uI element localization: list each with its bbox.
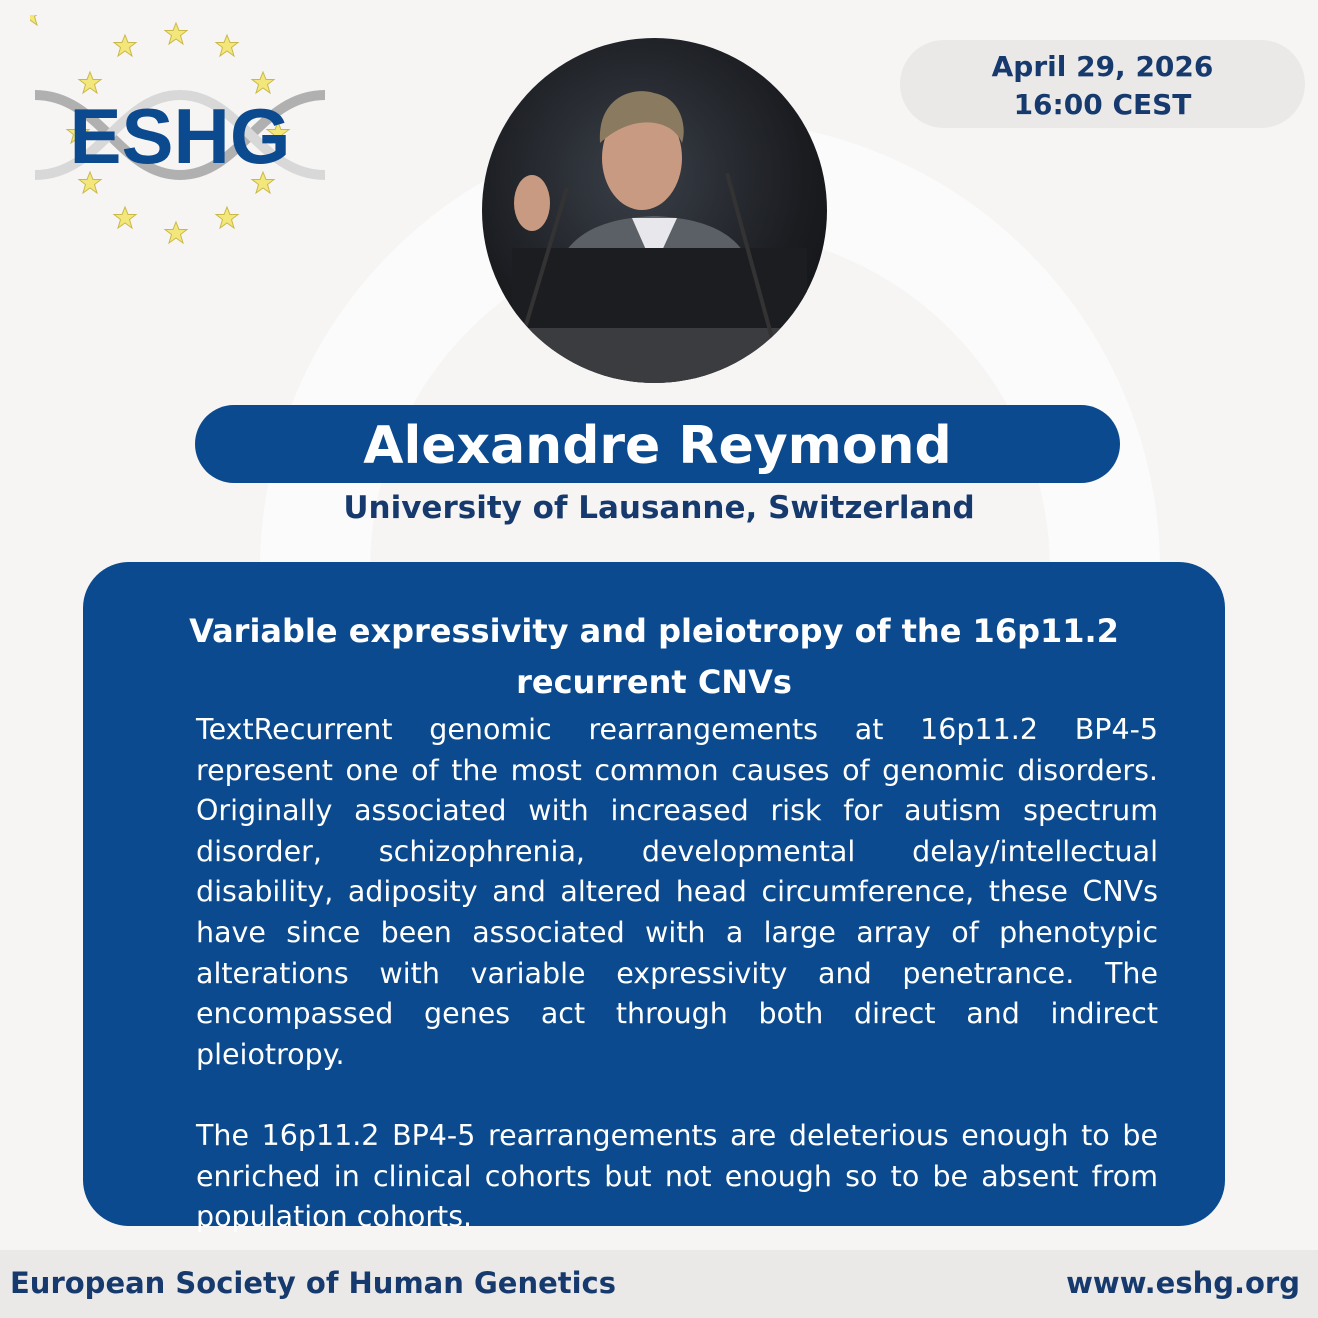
speaker-affiliation: University of Lausanne, Switzerland [343, 490, 975, 526]
speaker-photo [482, 38, 827, 383]
talk-abstract [196, 710, 1158, 1278]
event-datetime-badge [900, 40, 1305, 128]
abstract-panel [83, 562, 1225, 1234]
speaker-name: Alexandre Reymond [195, 405, 1120, 483]
event-time: 16:00 CEST [1013, 88, 1192, 121]
logo-text: ESHG [69, 92, 291, 180]
talk-title: Variable expressivity and pleiotropy of the 16p11.2 recurrent CNVs [189, 612, 1119, 701]
organization-name: European Society of Human Genetics [10, 1266, 617, 1300]
event-date: April 29, 2026 [991, 50, 1214, 83]
eshg-logo [30, 15, 330, 255]
website-link[interactable]: www.eshg.org [1066, 1266, 1300, 1300]
abstract-paragraph: TextRecurrent genomic rearrangements at 16p11.2 BP4-5 represent one of the most common causes of genomic disorders. Originally associated with increased risk for autism spectrum disorder, schizophrenia, developmental delay/intellectual disability, adiposity and altered head circumference, these CNVs have since been associated with a large array of phenotypic alterations with variable expressivity and penetrance. The encompassed genes act through both direct and indirect pleiotropy. [196, 713, 1158, 1071]
abstract-paragraph: The 16p11.2 BP4-5 rearrangements are deleterious enough to be enriched in clinical cohorts but not enough so to be absent from population cohorts. [196, 1118, 1158, 1234]
footer [0, 1250, 1318, 1318]
